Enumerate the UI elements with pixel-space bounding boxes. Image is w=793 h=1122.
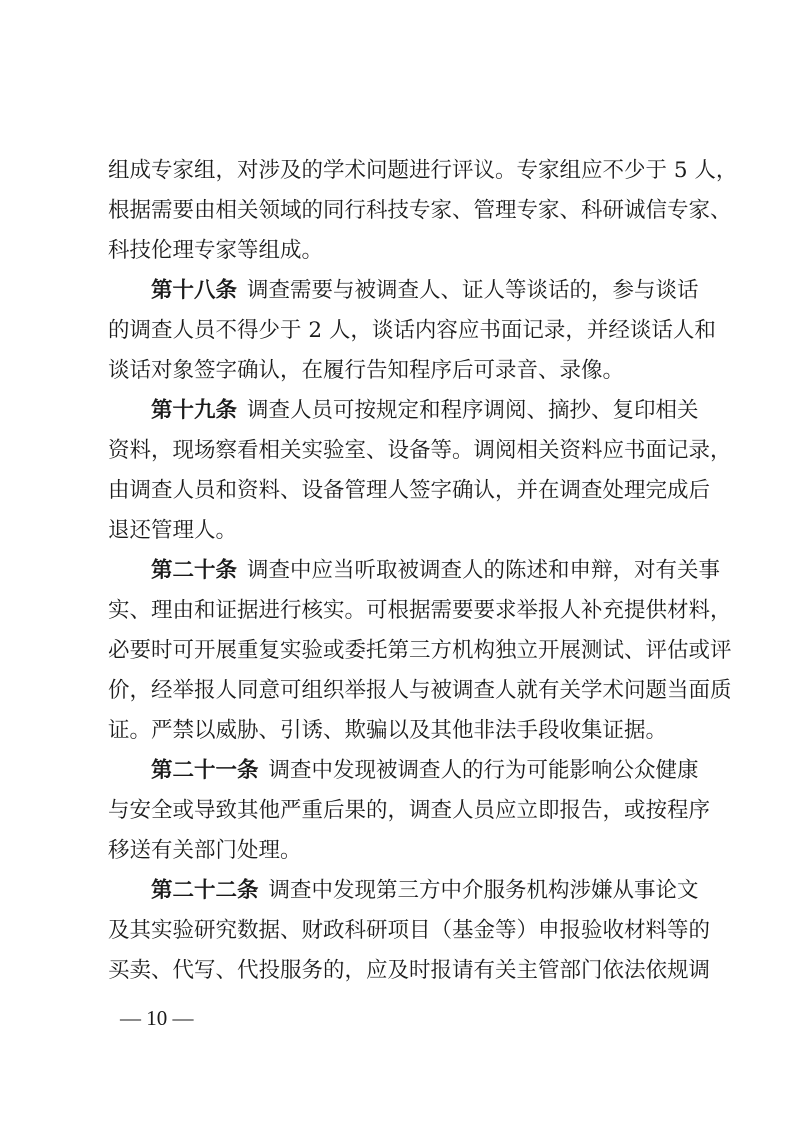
text-line: 由调查人员和资料、设备管理人签字确认，并在调查处理完成后 [108, 478, 711, 503]
article-title: 第十八条 [151, 278, 238, 303]
article-title: 第二十条 [151, 558, 238, 583]
article-text: 调查中发现被调查人的行为可能影响公众健康 [268, 758, 699, 783]
article-title: 第二十一条 [151, 758, 259, 783]
text-line: 组成专家组，对涉及的学术问题进行评议。专家组应不少于 5 人， [108, 158, 738, 183]
text-line: 及其实验研究数据、财政科研项目（基金等）申报验收材料等的 [108, 918, 711, 943]
text-line: 科技伦理专家等组成。 [108, 238, 324, 263]
text-line: 退还管理人。 [108, 518, 238, 543]
text-line: 根据需要由相关领域的同行科技专家、管理专家、科研诚信专家、 [108, 198, 732, 223]
article-18-line [151, 271, 698, 311]
text-line: 价，经举报人同意可组织举报人与被调查人就有关学术问题当面质 [108, 678, 732, 703]
article-title: 第十九条 [151, 398, 238, 423]
text-line: 必要时可开展重复实验或委托第三方机构独立开展测试、评估或评 [108, 638, 732, 663]
page-number: — 10 — [120, 1006, 194, 1030]
article-21-line [151, 751, 698, 791]
text-line: 的调查人员不得少于 2 人，谈话内容应书面记录，并经谈话人和 [108, 318, 716, 343]
text-line: 证。严禁以威胁、引诱、欺骗以及其他非法手段收集证据。 [108, 718, 668, 743]
article-title: 第二十二条 [151, 878, 259, 903]
article-text: 调查中发现第三方中介服务机构涉嫌从事论文 [268, 878, 699, 903]
article-19-line [151, 391, 698, 431]
text-line: 实、理由和证据进行核实。可根据需要要求举报人补充提供材料， [108, 598, 732, 623]
article-text: 调查中应当听取被调查人的陈述和申辩，对有关事 [247, 558, 721, 583]
text-line: 与安全或导致其他严重后果的，调查人员应立即报告，或按程序 [108, 798, 711, 823]
article-text: 调查人员可按规定和程序调阅、摘抄、复印相关 [247, 398, 699, 423]
text-line: 资料，现场察看相关实验室、设备等。调阅相关资料应书面记录， [108, 438, 732, 463]
text-line: 谈话对象签字确认，在履行告知程序后可录音、录像。 [108, 358, 625, 383]
article-text: 调查需要与被调查人、证人等谈话的，参与谈话 [247, 278, 699, 303]
article-20-line [151, 551, 721, 591]
article-22-line [151, 871, 698, 911]
text-line: 移送有关部门处理。 [108, 838, 302, 863]
text-line: 买卖、代写、代投服务的，应及时报请有关主管部门依法依规调 [108, 958, 711, 983]
